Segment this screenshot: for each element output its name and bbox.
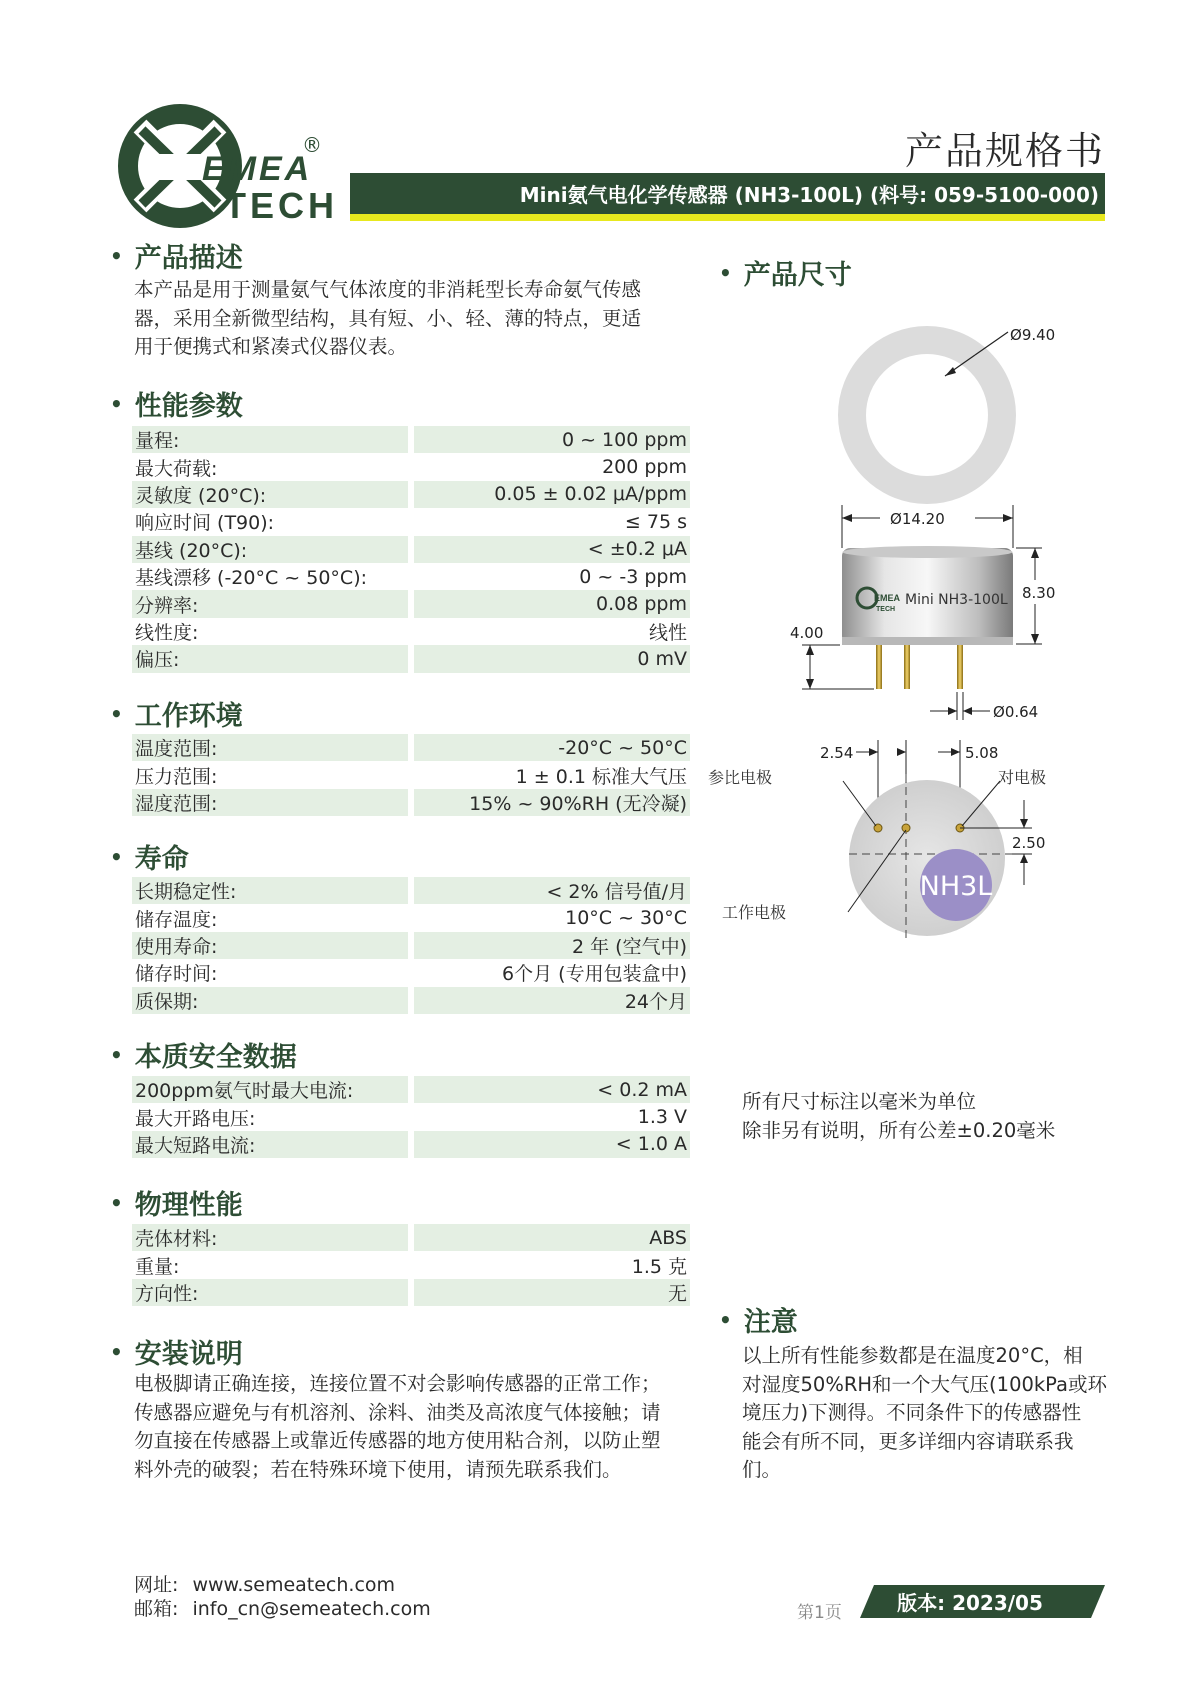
arrow-icon [1031,634,1039,644]
dim-body-height: 8.30 [1022,584,1056,602]
param-value: 6个月 (专用包装盒中) [502,963,687,986]
arrow-icon [945,367,956,376]
section-title: 注意 [743,1307,798,1338]
section-heading-lifetime [110,837,189,876]
can-base-rim [842,637,1013,645]
dim-pin-offset: 2.50 [1012,834,1046,852]
section-heading-installation [110,1332,243,1371]
header-accent-stripe [350,214,1105,221]
physical-table [132,1224,690,1306]
arrow-icon [948,707,957,715]
registered-mark: ® [302,133,322,157]
bullet-icon: • [110,701,123,726]
text-line: 勿直接在传感器上或靠近传感器的地方使用粘合剂，以防止塑 [134,1429,661,1452]
param-value: 无 [414,1279,690,1306]
param-label: 压力范围: [135,765,218,788]
table-row [132,1279,690,1306]
section-title: 本质安全数据 [134,1042,297,1073]
can-label: Mini NH3-100L [905,592,1008,608]
table-row [132,481,690,508]
table-row [132,789,690,816]
arrow-icon [869,748,878,756]
section-heading-description [110,236,243,275]
website-label: 网址: [134,1574,179,1596]
table-row [132,1251,690,1278]
table-row [132,563,690,590]
table-row [132,1224,690,1251]
param-value: 0 ~ -3 ppm [579,565,687,588]
table-row [132,1076,690,1103]
section-heading-environment [110,694,243,733]
environment-table [132,734,690,816]
param-label: 质保期: [132,987,408,1014]
lifetime-table [132,877,690,1014]
dim-top-diameter: Ø9.40 [1010,326,1056,344]
bullet-icon: • [110,1042,123,1067]
param-value: < 1.0 A [414,1131,690,1158]
arrow-icon [897,748,906,756]
table-row [132,734,690,761]
param-label: 200ppm氨气时最大电流: [132,1076,408,1103]
text-line: 料外壳的破裂；若在特殊环境下使用，请预先联系我们。 [134,1457,622,1481]
param-value: < ±0.2 μA [414,536,690,563]
text-line: 本产品是用于测量氨气气体浓度的非消耗型长寿命氨气传感 [134,278,642,301]
table-row [132,1131,690,1158]
param-label: 重量: [135,1255,180,1278]
param-value: 线性 [648,621,687,644]
text-line: 能会有所不同，更多详细内容请联系我 [742,1429,1074,1453]
param-label: 分辨率: [132,590,408,617]
param-label: 最大荷载: [135,457,218,480]
text-line: 器，采用全新微型结构，具有短、小、轻、薄的特点，更适 [134,306,642,330]
footer-email-row [134,1594,431,1621]
section-title: 产品尺寸 [743,260,852,291]
param-label: 基线漂移 (-20°C ~ 50°C): [135,567,368,590]
param-label: 线性度: [135,621,199,644]
bullet-icon: • [719,260,732,285]
param-label: 储存时间: [135,963,218,986]
param-value: < 0.2 mA [414,1076,690,1103]
can-top-edge [843,546,1013,558]
side-view [790,505,1055,721]
table-row [132,536,690,563]
text-line: 以上所有性能参数都是在温度20°C，相 [742,1344,1083,1367]
param-label: 湿度范围: [132,789,408,816]
param-value: 2 年 (空气中) [414,932,690,959]
dim-body-diameter: Ø14.20 [890,510,945,528]
performance-table [132,426,690,673]
param-label: 储存温度: [135,908,218,931]
param-value: -20°C ~ 50°C [414,734,690,761]
section-title: 工作环境 [134,701,243,732]
bullet-icon: • [110,1190,123,1215]
dimension-drawing [708,300,1100,1020]
version-text: 版本: 2023/05 [897,1591,1043,1615]
param-value: 10°C ~ 30°C [565,907,687,930]
table-row [132,645,690,672]
description-text [134,276,694,362]
table-row [132,987,690,1014]
table-row [132,590,690,617]
dim-pin-spacing-b: 5.08 [965,744,999,762]
arrow-icon [842,514,852,522]
param-value: ABS [414,1224,690,1251]
param-label: 温度范围: [132,734,408,761]
bottom-label: NH3L [919,871,993,902]
text-line: 对湿度50%RH和一个大气压(100kPa或环 [742,1372,1108,1396]
table-row [132,1103,690,1130]
param-label: 基线 (20°C): [132,536,408,563]
logo-text-top: EMEA [202,150,313,188]
section-heading-notice [719,1300,798,1339]
param-label: 壳体材料: [132,1224,408,1251]
table-row [132,453,690,480]
product-header-bar [350,173,1105,214]
pin-shape [876,645,882,689]
can-logo-text-top: EMEA [874,593,901,603]
top-ring-shape [852,340,1002,490]
bullet-icon: • [110,243,123,268]
arrow-icon [963,707,972,715]
table-row [132,426,690,453]
param-label: 方向性: [132,1279,408,1306]
text-line: 传感器应避免与有机溶剂、涂料、油类及高浓度气体接触；请 [134,1400,661,1424]
param-value: 200 ppm [602,456,687,479]
semeatech-logo [118,104,346,228]
pin-work-label: 工作电极 [722,903,787,922]
installation-text [134,1370,704,1484]
section-heading-dimensions [719,253,852,292]
footer-website-row [134,1570,395,1597]
bullet-icon: • [110,844,123,869]
section-title: 性能参数 [134,391,243,422]
param-label: 偏压: [132,645,408,672]
arrow-icon [1020,854,1028,863]
doc-title: 产品规格书 [904,129,1105,173]
param-value: 1.3 V [637,1106,687,1129]
page-number: 第1页 [797,1603,842,1623]
bullet-icon: • [110,1339,123,1364]
dim-pin-diameter: Ø0.64 [993,703,1039,721]
param-label: 最大开路电压: [135,1107,256,1130]
table-row [132,618,690,645]
website-link[interactable]: www.semeatech.com [192,1574,396,1596]
param-label: 最大短路电流: [132,1131,408,1158]
param-value: 0.08 ppm [414,590,690,617]
section-heading-safety [110,1035,297,1074]
top-view [852,326,1055,490]
param-value: 0 mV [414,645,690,672]
param-label: 响应时间 (T90): [135,512,275,535]
section-title: 物理性能 [134,1190,243,1221]
dimension-note [742,1088,1102,1145]
pin-counter-label: 对电极 [998,768,1047,787]
table-row [132,761,690,788]
arrow-icon [1003,514,1013,522]
table-row [132,932,690,959]
section-title: 安装说明 [134,1339,243,1370]
arrow-icon [1031,548,1039,558]
email-link[interactable]: info_cn@semeatech.com [192,1598,431,1620]
param-value: 0 ~ 100 ppm [414,426,690,453]
table-row [132,959,690,986]
safety-table [132,1076,690,1158]
pin-shape [957,645,963,689]
text-line: 所有尺寸标注以毫米为单位 [742,1090,977,1113]
product-line-title: Mini氨气电化学传感器 (NH3-100L) (料号: 059-5100-000) [519,183,1099,207]
arrow-icon [1020,819,1028,828]
logo-text-bottom: TECH [224,185,338,226]
arrow-icon [806,679,814,689]
version-badge [860,1585,1105,1618]
param-label: 量程: [132,426,408,453]
param-value: 24个月 [414,987,690,1014]
dim-pin-length: 4.00 [790,624,824,642]
bullet-icon: • [719,1307,732,1332]
param-value: 15% ~ 90%RH (无冷凝) [414,789,690,816]
param-value: ≤ 75 s [624,510,687,533]
dim-pin-spacing-a: 2.54 [820,744,854,762]
param-value: 1.5 克 [631,1255,687,1278]
table-row [132,877,690,904]
pin-shape [904,645,910,689]
param-value: 1 ± 0.1 标准大气压 [515,765,687,788]
text-line: 除非另有说明，所有公差±0.20毫米 [742,1118,1056,1142]
table-row [132,508,690,535]
param-label: 灵敏度 (20°C): [132,481,408,508]
param-label: 使用寿命: [132,932,408,959]
text-line: 用于便携式和紧凑式仪器仪表。 [134,335,408,358]
pin-ref-label: 参比电极 [708,768,773,787]
arrow-icon [951,748,960,756]
arrow-icon [806,645,814,655]
param-value: < 2% 信号值/月 [414,877,690,904]
section-title: 产品描述 [134,243,243,274]
can-logo-text-bottom: TECH [876,606,896,613]
text-line: 们。 [742,1458,782,1481]
notice-text [742,1342,1112,1485]
param-value: 0.05 ± 0.02 μA/ppm [414,481,690,508]
table-row [132,904,690,931]
section-heading-performance [110,384,243,423]
bullet-icon: • [110,391,123,416]
section-heading-physical [110,1183,243,1222]
section-title: 寿命 [134,844,189,875]
text-line: 境压力)下测得。不同条件下的传感器性 [742,1401,1082,1424]
param-label: 长期稳定性: [132,877,408,904]
email-label: 邮箱: [134,1598,179,1620]
text-line: 电极脚请正确连接，连接位置不对会影响传感器的正常工作； [134,1372,661,1395]
bottom-view [708,740,1046,940]
